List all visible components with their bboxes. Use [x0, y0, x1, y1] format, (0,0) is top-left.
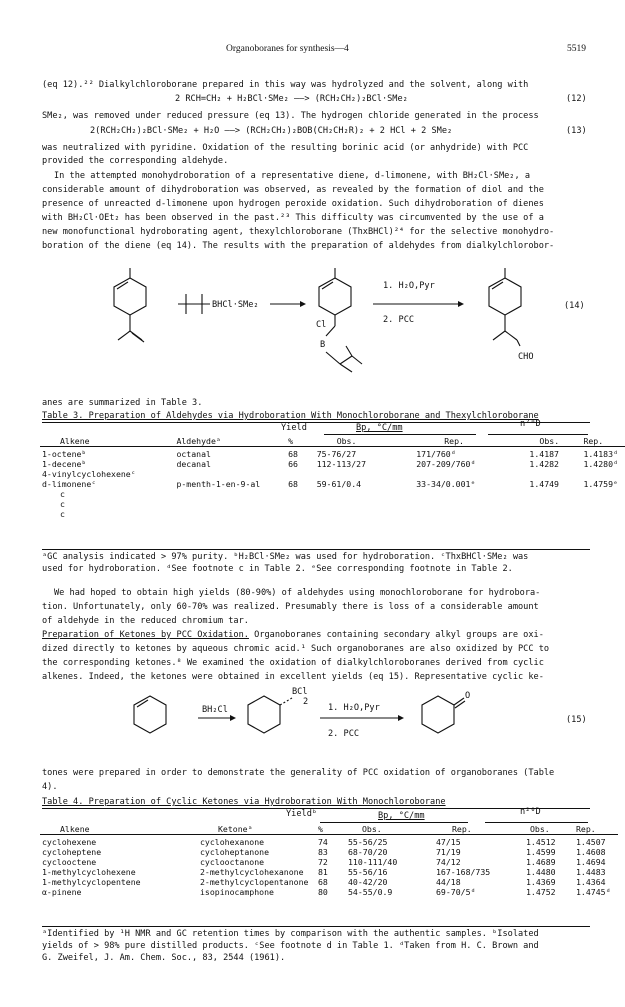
table-cell: p-menth-1-en-9-al — [176, 479, 261, 489]
col-header-yield: Yield — [281, 423, 307, 433]
text-line: alkenes. Indeed, the ketones were obtained in excellent yields (eq 15). Representative cyclic ke- — [42, 672, 544, 682]
table-row — [40, 847, 618, 857]
table-row — [40, 489, 625, 499]
table-cell — [315, 469, 415, 479]
equation-number: (13) — [566, 126, 587, 136]
col-header-refractive-index: n²⁰D — [520, 419, 541, 429]
table-cell: 1.4689 — [526, 857, 556, 867]
arrow-head — [300, 301, 306, 307]
rule — [324, 434, 476, 435]
table-cell: α-pinene — [42, 887, 82, 897]
col-header-aldehyde: Aldehydeᵃ — [176, 436, 221, 446]
table-cell: 55-56/16 — [348, 867, 388, 877]
step-1-label: 1. H₂O,Pyr — [328, 703, 380, 713]
table-cell: 68 — [288, 449, 298, 459]
table-cell: c — [60, 509, 65, 519]
table-cell: d-limoneneᶜ — [42, 479, 97, 489]
table-cell: 1.4507 — [576, 837, 606, 847]
page-number: 5519 — [567, 44, 586, 54]
col-header-rep: Rep. — [444, 436, 464, 446]
equation-number: (14) — [564, 301, 585, 311]
text-line: considerable amount of dihydroboration was observed, as revealed by the formation of diol and the — [42, 185, 544, 195]
table-cell: 1.4364 — [576, 877, 606, 887]
text-line — [42, 629, 544, 642]
table-header-row — [40, 824, 618, 835]
table-cell: 81 — [318, 867, 328, 877]
aldehyde-structure — [489, 268, 521, 346]
table-cell: 83 — [318, 847, 328, 857]
table-row — [40, 469, 625, 479]
text-line: 4). — [42, 782, 58, 792]
table-4-caption: Table 4. Preparation of Cyclic Ketones via Hydroboration With Monochloroborane — [42, 797, 446, 807]
col-header-pct: % — [318, 824, 323, 834]
table-cell: 1.4183ᵈ — [583, 449, 618, 459]
text-line: was neutralized with pyridine. Oxidation of the resulting borinic acid (or anhydride) with PCC — [42, 143, 529, 153]
text-line: with BH₂Cl·OEt₂ has been observed in the past.²³ This difficulty was circumvented by the use of a — [42, 213, 544, 223]
col-header-pct: % — [288, 436, 294, 446]
table-row — [40, 887, 618, 897]
table-cell: 112-113/27 — [316, 459, 366, 469]
oxygen-label: O — [465, 691, 471, 701]
table-cell: 4-vinylcyclohexeneᶜ — [42, 469, 136, 479]
col-header-alkene: Alkene — [60, 824, 90, 834]
table-cell: cycloheptanone — [200, 847, 270, 857]
rule — [485, 822, 588, 823]
table-cell: 1-deceneᵇ — [42, 459, 87, 469]
table-row — [40, 509, 625, 519]
equation-13: 2(RCH₂CH₂)₂BCl·SMe₂ + H₂O ——> (RCH₂CH₂)₂BOB(CH₂CH₂R)₂ + 2 HCl + 2 SMe₂ — [90, 126, 453, 136]
table-4-footnote: ᵃIdentified by ¹H NMR and GC retention times by comparison with the authentic samples. ᵇIsolated — [42, 929, 539, 939]
table-cell: cyclohexene — [42, 837, 97, 847]
table-3-footnote: used for hydroboration. ᵈSee footnote c in Table 2. ᵉSee corresponding footnote in Table 2. — [42, 564, 513, 574]
table-cell: 1.4480 — [526, 867, 556, 877]
table-cell: cyclooctene — [42, 857, 97, 867]
table-cell: 1.4745ᵈ — [576, 887, 611, 897]
cyclohexanone-structure — [422, 696, 465, 733]
table-cell: 1.4749 — [529, 479, 559, 489]
col-header-alkene: Alkene — [60, 436, 90, 446]
table-cell: 69-70/5ᵈ — [436, 887, 476, 897]
table-cell: 1.4694 — [576, 857, 606, 867]
cyclohexylborane-structure — [248, 696, 292, 733]
boron-label: B — [320, 340, 326, 350]
table-cell: 59-61/0.4 — [316, 479, 362, 489]
text-line: anes are summarized in Table 3. — [42, 398, 203, 408]
text-line: boration of the diene (eq 14). The results with the preparation of aldehydes from dialkylchlorobor- — [42, 241, 555, 251]
col-header-obs: Obs. — [336, 436, 357, 446]
table-cell: 47/15 — [436, 837, 461, 847]
table-cell: isopinocamphone — [200, 887, 274, 897]
table-cell: 1-methylcyclohexene — [42, 867, 136, 877]
table-cell: 2-methylcyclohexanone — [200, 867, 304, 877]
table-row — [40, 479, 625, 489]
table-3-footnote: ᵃGC analysis indicated > 97% purity. ᵇH₂BCl·SMe₂ was used for hydroboration. ᶜThxBHCl·SMe₂ was — [42, 552, 529, 562]
col-header-bp: Bp, °C/mm — [356, 423, 403, 433]
cho-label: CHO — [518, 352, 534, 362]
step-2-label: 2. PCC — [383, 315, 415, 325]
text-span: Organoboranes containing secondary alkyl groups are oxi- — [248, 630, 544, 640]
table-cell: 167-168/735 — [436, 867, 491, 877]
table-cell: cyclooctanone — [200, 857, 265, 867]
table-cell — [527, 469, 581, 479]
table-cell: 71/19 — [436, 847, 461, 857]
table-cell — [174, 469, 286, 479]
bcl-label: BCl — [292, 687, 308, 697]
text-line: (eq 12).²² Dialkylchloroborane prepared in this way was hydrolyzed and the solvent, along with — [42, 80, 529, 90]
table-cell: 74/12 — [436, 857, 461, 867]
table-cell: 75-76/27 — [316, 449, 357, 459]
thexyl-structure — [178, 294, 210, 314]
col-header-obs: Obs. — [539, 436, 560, 446]
col-header-bp: Bp, °C/mm — [378, 811, 425, 821]
text-line: the corresponding ketones.⁸ We examined the oxidation of dialkylchloroboranes derived from cyclic — [42, 658, 544, 668]
text-line: tion. Unfortunately, only 60-70% was realized. Presumably there is loss of a considerable amount — [42, 602, 539, 612]
text-line: dized directly to ketones by aqueous chromic acid.¹ Such organoboranes are also oxidized by PCC to — [42, 644, 550, 654]
reaction-scheme-15 — [120, 680, 600, 756]
text-line: new monofunctional hydroborating agent, thexylchloroborane (ThxBHCl)²⁴ for the selective monohydro- — [42, 227, 555, 237]
text-line: In the attempted monohydroboration of a representative diene, d-limonene, with BH₂Cl·SMe₂, a — [54, 171, 530, 181]
table-cell: 1.4759ᵉ — [583, 479, 618, 489]
table-cell: 1.4599 — [526, 847, 556, 857]
table-4 — [40, 824, 618, 897]
table-row — [40, 837, 618, 847]
table-4-footnote: G. Zweifel, J. Am. Chem. Soc., 83, 2544 (1961). — [42, 953, 286, 963]
subscript-2: 2 — [303, 697, 309, 707]
col-header-obs: Obs. — [530, 824, 550, 834]
running-title: Organoboranes for synthesis—4 — [226, 44, 349, 54]
arrow-head — [230, 715, 236, 721]
table-row — [40, 449, 625, 459]
table-cell: 68 — [318, 877, 328, 887]
table-header-row — [40, 436, 625, 447]
rule — [42, 422, 590, 423]
table-cell: 1.4187 — [529, 449, 559, 459]
section-heading: Preparation of Ketones by PCC Oxidation. — [42, 630, 249, 640]
col-header-rep: Rep. — [452, 824, 472, 834]
arrow-head — [398, 715, 404, 721]
rule — [488, 434, 588, 435]
text-line: tones were prepared in order to demonstrate the generality of PCC oxidation of organoboranes (Table — [42, 768, 555, 778]
reaction-scheme-14 — [90, 256, 590, 396]
table-cell: octanal — [176, 449, 211, 459]
col-header-refractive-index: n²⁰D — [520, 807, 541, 817]
step-1-label: 1. H₂O,Pyr — [383, 281, 435, 291]
table-cell: 1.4608 — [576, 847, 606, 857]
rule — [42, 549, 590, 550]
table-cell: 2-methylcyclopentanone — [200, 877, 309, 887]
table-cell: 110-111/40 — [348, 857, 398, 867]
table-row — [40, 459, 625, 469]
table-cell — [414, 469, 527, 479]
col-header-ketone: Ketoneᵃ — [218, 824, 253, 834]
table-cell: 54-55/0.9 — [348, 887, 393, 897]
table-cell: 1.4280ᵈ — [583, 459, 618, 469]
col-header-yield: Yieldᵇ — [286, 809, 318, 819]
rule — [320, 822, 468, 823]
table-cell: cyclohexanone — [200, 837, 265, 847]
reagent-label: BH₂Cl — [202, 705, 228, 715]
table-row — [40, 857, 618, 867]
equation-number: (12) — [566, 94, 587, 104]
table-row — [40, 867, 618, 877]
table-cell: 1-methylcyclopentene — [42, 877, 141, 887]
table-cell — [286, 469, 315, 479]
table-cell: 207-209/760ᵈ — [416, 459, 476, 469]
chlorine-label: Cl — [316, 320, 327, 330]
text-line: provided the corresponding aldehyde. — [42, 156, 229, 166]
table-cell: 1.4752 — [526, 887, 556, 897]
cyclohexene-structure — [134, 696, 166, 733]
limonene-structure — [114, 268, 146, 342]
equation-number: (15) — [566, 715, 587, 725]
table-cell: 66 — [288, 459, 298, 469]
arrow-head — [458, 301, 464, 307]
col-header-rep: Rep. — [583, 436, 604, 446]
col-header-rep: Rep. — [576, 824, 596, 834]
table-cell: 40-42/20 — [348, 877, 388, 887]
step-2-label: 2. PCC — [328, 729, 360, 739]
table-cell: 68 — [288, 479, 298, 489]
table-cell: 74 — [318, 837, 328, 847]
table-cell: c — [60, 489, 65, 499]
table-4-footnote: yields of > 98% pure distilled products. ᶜSee footnote d in Table 1. ᵈTaken from H. C. Brown and — [42, 941, 539, 951]
text-line: SMe₂, was removed under reduced pressure (eq 13). The hydrogen chloride generated in the process — [42, 111, 539, 121]
table-cell: 1-octeneᵇ — [42, 449, 87, 459]
table-cell: cycloheptene — [42, 847, 102, 857]
table-cell: 80 — [318, 887, 328, 897]
text-line: presence of unreacted d-limonene upon hydrogen peroxide oxidation. Such dihydroboration of dienes — [42, 199, 544, 209]
col-header-obs: Obs. — [362, 824, 382, 834]
table-cell: 44/18 — [436, 877, 461, 887]
table-cell: 1.4369 — [526, 877, 556, 887]
table-cell: 72 — [318, 857, 328, 867]
rule — [42, 926, 590, 927]
table-3-caption: Table 3. Preparation of Aldehydes via Hydroboration With Monochloroborane and Thexylchloroborane — [42, 411, 539, 421]
table-cell: 1.4512 — [526, 837, 556, 847]
table-row — [40, 877, 618, 887]
table-cell: 68-70/20 — [348, 847, 388, 857]
text-line: We had hoped to obtain high yields (80-90%) of aldehydes using monochloroborane for hydrobora- — [54, 588, 541, 598]
reagent-label: BHCl·SMe₂ — [212, 300, 259, 310]
table-cell: 1.4282 — [529, 459, 559, 469]
table-cell: 171/760ᵈ — [416, 449, 456, 459]
table-cell: c — [60, 499, 65, 509]
table-3 — [40, 436, 625, 519]
table-cell — [581, 469, 625, 479]
equation-12: 2 RCH=CH₂ + H₂BCl·SMe₂ ——> (RCH₂CH₂)₂BCl·SMe₂ — [175, 94, 408, 104]
text-line: of aldehyde in the reduced chromium tar. — [42, 616, 249, 626]
table-cell: 55-56/25 — [348, 837, 388, 847]
table-cell: 1.4483 — [576, 867, 606, 877]
table-cell: 33-34/0.001ᵉ — [416, 479, 476, 489]
table-cell: decanal — [176, 459, 211, 469]
table-row — [40, 499, 625, 509]
